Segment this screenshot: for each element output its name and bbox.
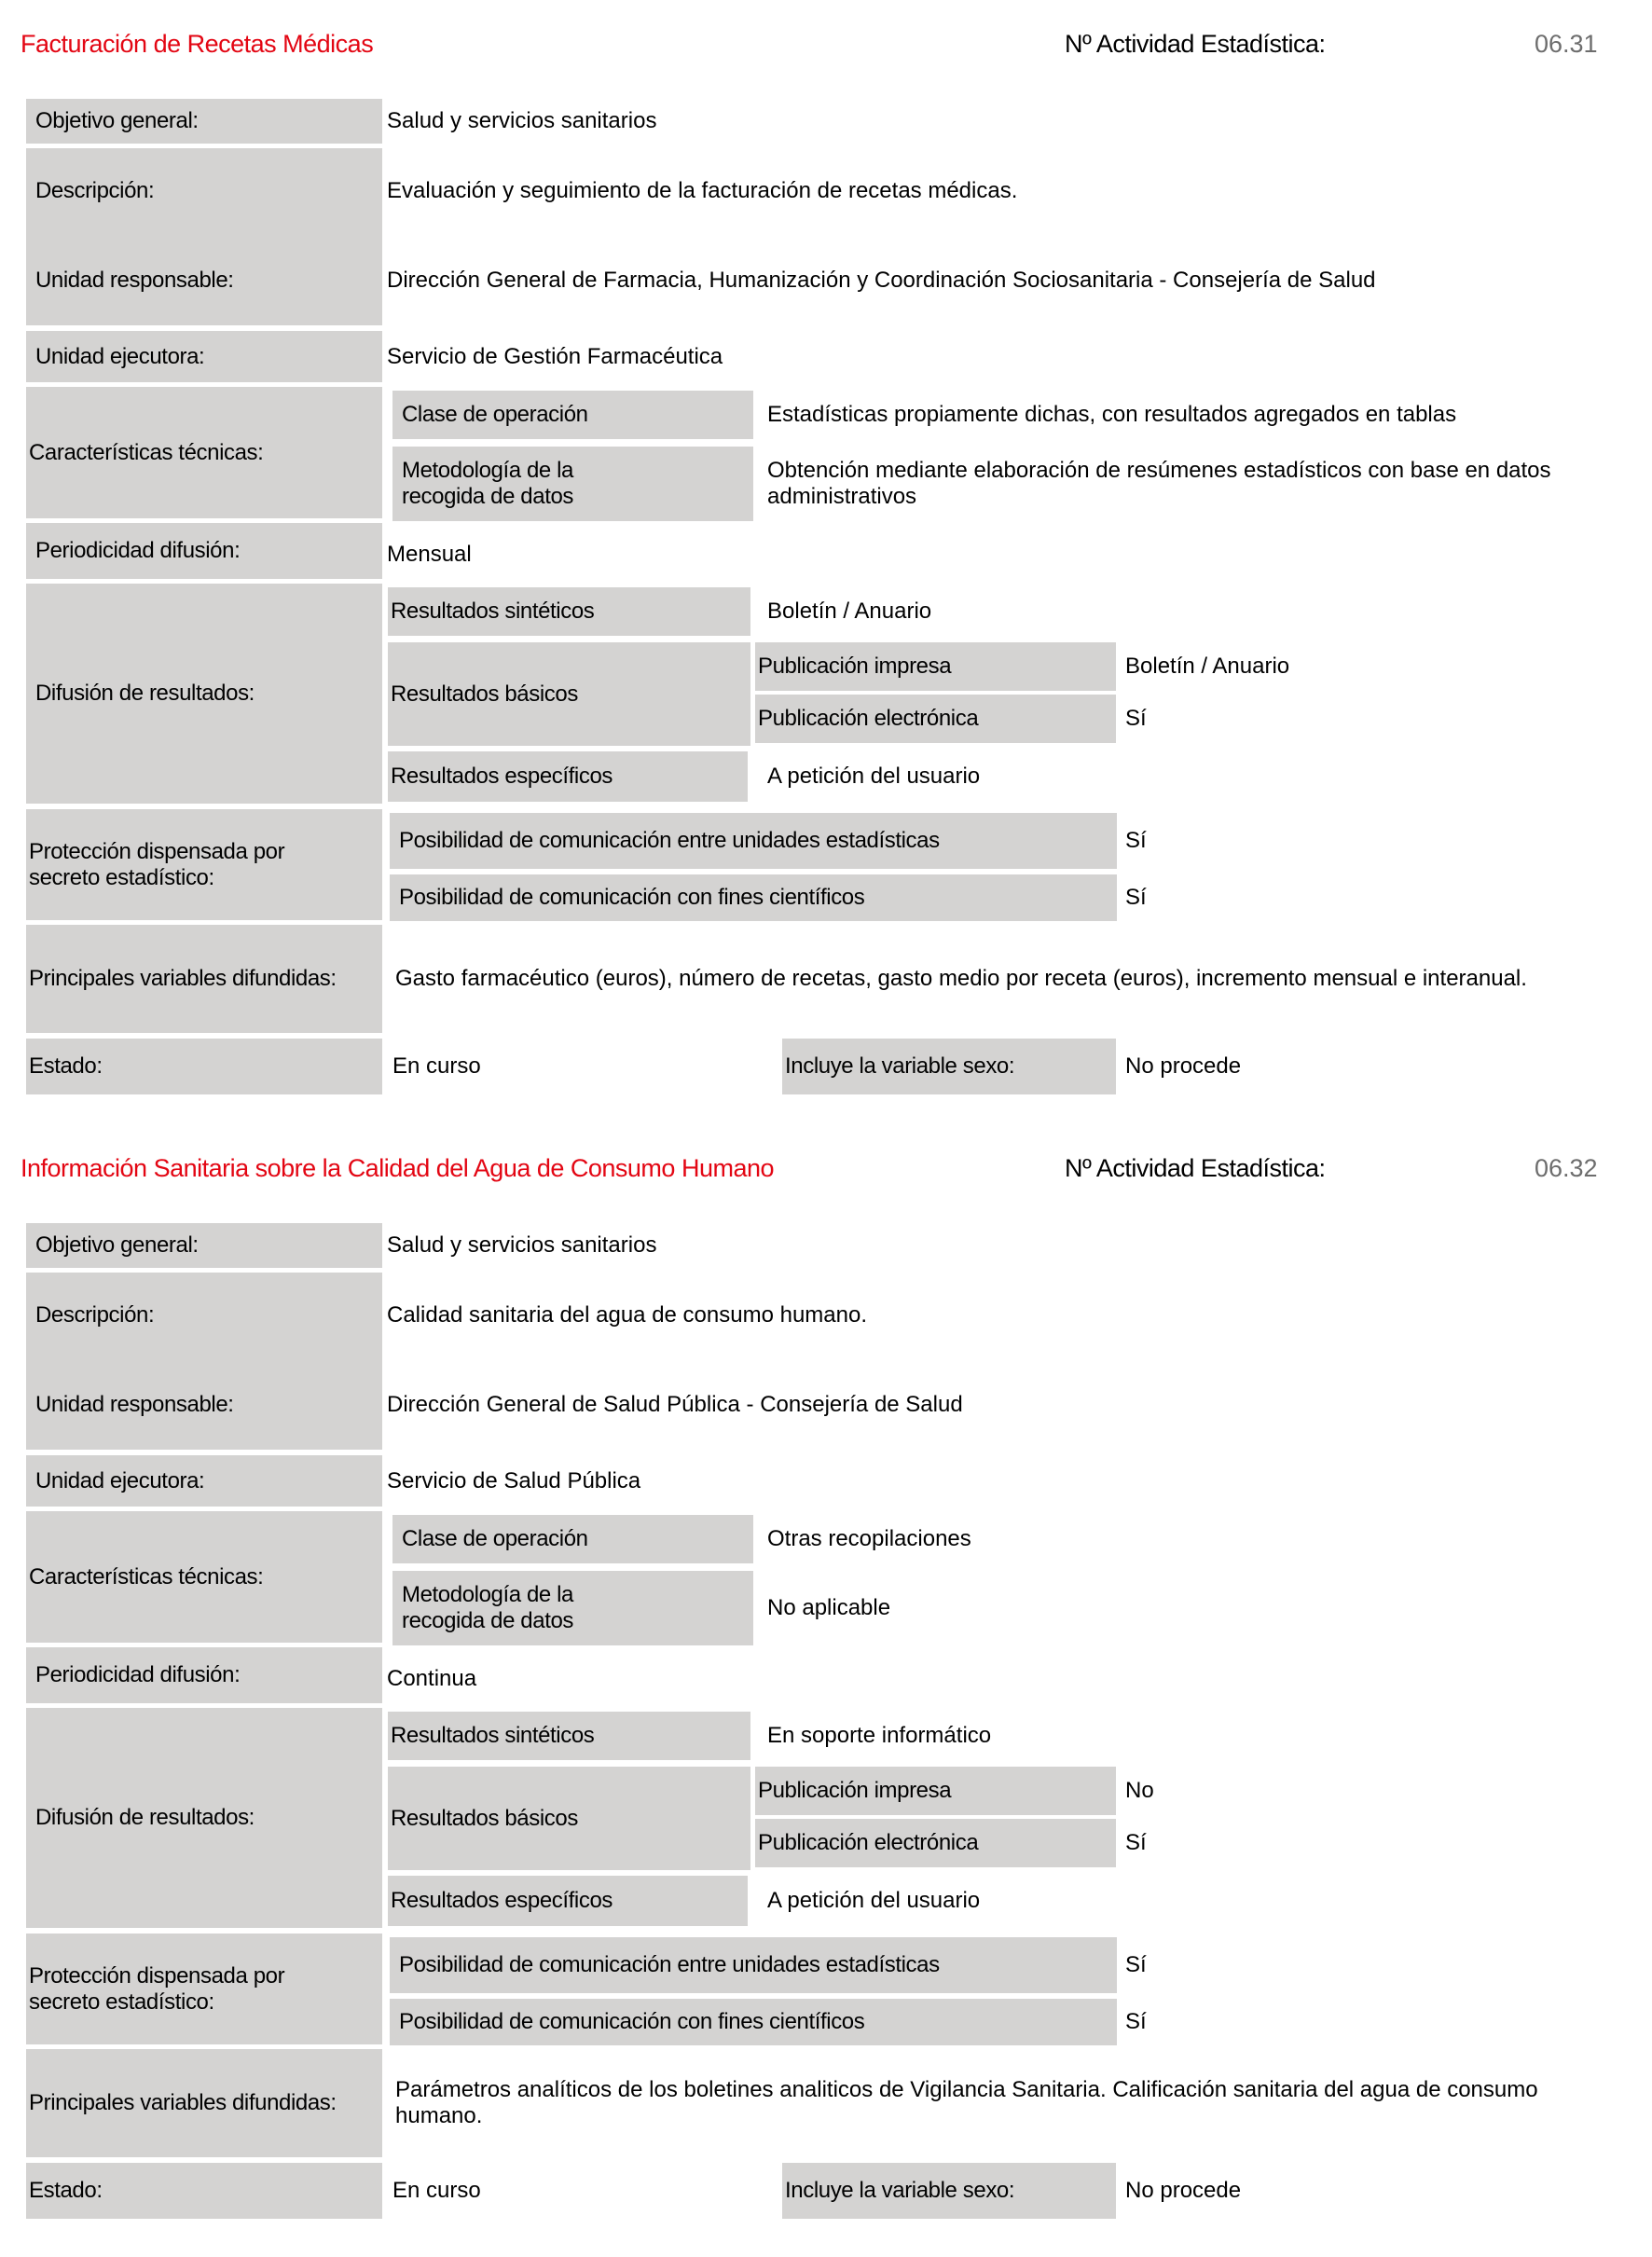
periodicidad-label: Periodicidad difusión: <box>26 1647 382 1703</box>
activity-number-label: Nº Actividad Estadística: <box>1065 30 1326 58</box>
com-cientificos-value: Sí <box>1125 2009 1147 2034</box>
pub-impresa-label: Publicación impresa <box>755 642 1116 691</box>
operation-card <box>0 1124 1652 2234</box>
descripcion-value: Evaluación y seguimiento de la facturación de recetas médicas. <box>387 178 1018 203</box>
unidad-ejecutora-value: Servicio de Salud Pública <box>387 1467 641 1493</box>
variables-label: Principales variables difundidas: <box>26 925 382 1033</box>
com-unidades-label: Posibilidad de comunicación entre unidades estadísticas <box>390 1937 1117 1993</box>
pub-impresa-value: No <box>1125 1778 1154 1803</box>
descripcion-label: Descripción: <box>35 1302 155 1328</box>
unidad-ejecutora-label: Unidad ejecutora: <box>26 1455 382 1507</box>
operation-title: Información Sanitaria sobre la Calidad del Agua de Consumo Humano <box>21 1154 774 1182</box>
sinteticos-value: En soporte informático <box>767 1723 992 1748</box>
unidad-responsable-value: Dirección General de Farmacia, Humanización y Coordinación Sociosanitaria - Consejería de Salud <box>387 268 1376 293</box>
basicos-label: Resultados básicos <box>388 642 750 746</box>
estado-label: Estado: <box>26 1039 382 1094</box>
com-unidades-value: Sí <box>1125 828 1147 853</box>
objetivo-label: Objetivo general: <box>26 99 382 144</box>
objetivo-label: Objetivo general: <box>26 1223 382 1268</box>
proteccion-label: Protección dispensada por secreto estadístico: <box>26 809 382 920</box>
activity-number: 06.32 <box>1535 1154 1598 1182</box>
operation-title: Facturación de Recetas Médicas <box>21 30 374 58</box>
pub-electronica-label: Publicación electrónica <box>755 695 1116 743</box>
estado-value: En curso <box>392 2178 481 2203</box>
sinteticos-label: Resultados sintéticos <box>388 587 750 636</box>
variables-value: Parámetros analíticos de los boletines analiticos de Vigilancia Sanitaria. Calificación sanitaria del agua de consumo humano. <box>395 2077 1538 2128</box>
clase-operacion-label: Clase de operación <box>392 1515 753 1563</box>
activity-number: 06.31 <box>1535 30 1598 58</box>
descripcion-label: Descripción: <box>35 178 155 203</box>
clase-operacion-value: Otras recopilaciones <box>767 1526 971 1551</box>
clase-operacion-value: Estadísticas propiamente dichas, con resultados agregados en tablas <box>767 402 1457 427</box>
descripcion-value: Calidad sanitaria del agua de consumo humano. <box>387 1302 868 1328</box>
estado-value: En curso <box>392 1053 481 1079</box>
operation-card <box>0 0 1652 1109</box>
periodicidad-value: Mensual <box>387 542 472 567</box>
unidad-ejecutora-label: Unidad ejecutora: <box>26 331 382 382</box>
metodologia-label: Metodología de la recogida de datos <box>392 447 753 521</box>
pub-impresa-label: Publicación impresa <box>755 1767 1116 1815</box>
sinteticos-label: Resultados sintéticos <box>388 1712 750 1760</box>
sexo-value: No procede <box>1125 2178 1242 2203</box>
unidad-ejecutora-value: Servicio de Gestión Farmacéutica <box>387 343 723 369</box>
especificos-label: Resultados específicos <box>388 751 748 802</box>
activity-number-label: Nº Actividad Estadística: <box>1065 1154 1326 1182</box>
difusion-label: Difusión de resultados: <box>26 584 382 804</box>
sexo-label: Incluye la variable sexo: <box>782 2163 1116 2219</box>
sexo-label: Incluye la variable sexo: <box>782 1039 1116 1094</box>
caracteristicas-label: Características técnicas: <box>26 1511 382 1643</box>
difusion-label: Difusión de resultados: <box>26 1708 382 1928</box>
especificos-value: A petición del usuario <box>767 764 981 789</box>
caracteristicas-label: Características técnicas: <box>26 387 382 518</box>
pub-electronica-value: Sí <box>1125 706 1147 731</box>
especificos-label: Resultados específicos <box>388 1876 748 1926</box>
unidad-responsable-label: Unidad responsable: <box>35 268 234 293</box>
metodologia-value: No aplicable <box>767 1595 891 1620</box>
variables-label: Principales variables difundidas: <box>26 2049 382 2157</box>
unidad-responsable-label: Unidad responsable: <box>35 1392 234 1417</box>
com-unidades-value: Sí <box>1125 1952 1147 1977</box>
especificos-value: A petición del usuario <box>767 1888 981 1913</box>
objetivo-value: Salud y servicios sanitarios <box>387 108 657 133</box>
pub-impresa-value: Boletín / Anuario <box>1125 654 1290 679</box>
unidad-responsable-value: Dirección General de Salud Pública - Consejería de Salud <box>387 1392 963 1417</box>
periodicidad-label: Periodicidad difusión: <box>26 523 382 579</box>
proteccion-label: Protección dispensada por secreto estadístico: <box>26 1934 382 2044</box>
sexo-value: No procede <box>1125 1053 1242 1079</box>
basicos-label: Resultados básicos <box>388 1767 750 1870</box>
com-unidades-label: Posibilidad de comunicación entre unidades estadísticas <box>390 813 1117 869</box>
objetivo-value: Salud y servicios sanitarios <box>387 1232 657 1258</box>
com-cientificos-label: Posibilidad de comunicación con fines científicos <box>390 874 1117 921</box>
pub-electronica-label: Publicación electrónica <box>755 1819 1116 1867</box>
estado-label: Estado: <box>26 2163 382 2219</box>
pub-electronica-value: Sí <box>1125 1830 1147 1855</box>
com-cientificos-value: Sí <box>1125 885 1147 910</box>
com-cientificos-label: Posibilidad de comunicación con fines científicos <box>390 1999 1117 2045</box>
clase-operacion-label: Clase de operación <box>392 391 753 439</box>
metodologia-label: Metodología de la recogida de datos <box>392 1571 753 1645</box>
sinteticos-value: Boletín / Anuario <box>767 599 932 624</box>
metodologia-value: Obtención mediante elaboración de resúmenes estadísticos con base en datos administrativos <box>767 458 1551 509</box>
periodicidad-value: Continua <box>387 1666 477 1691</box>
variables-value: Gasto farmacéutico (euros), número de recetas, gasto medio por receta (euros), incremento mensual e interanual. <box>395 966 1527 991</box>
